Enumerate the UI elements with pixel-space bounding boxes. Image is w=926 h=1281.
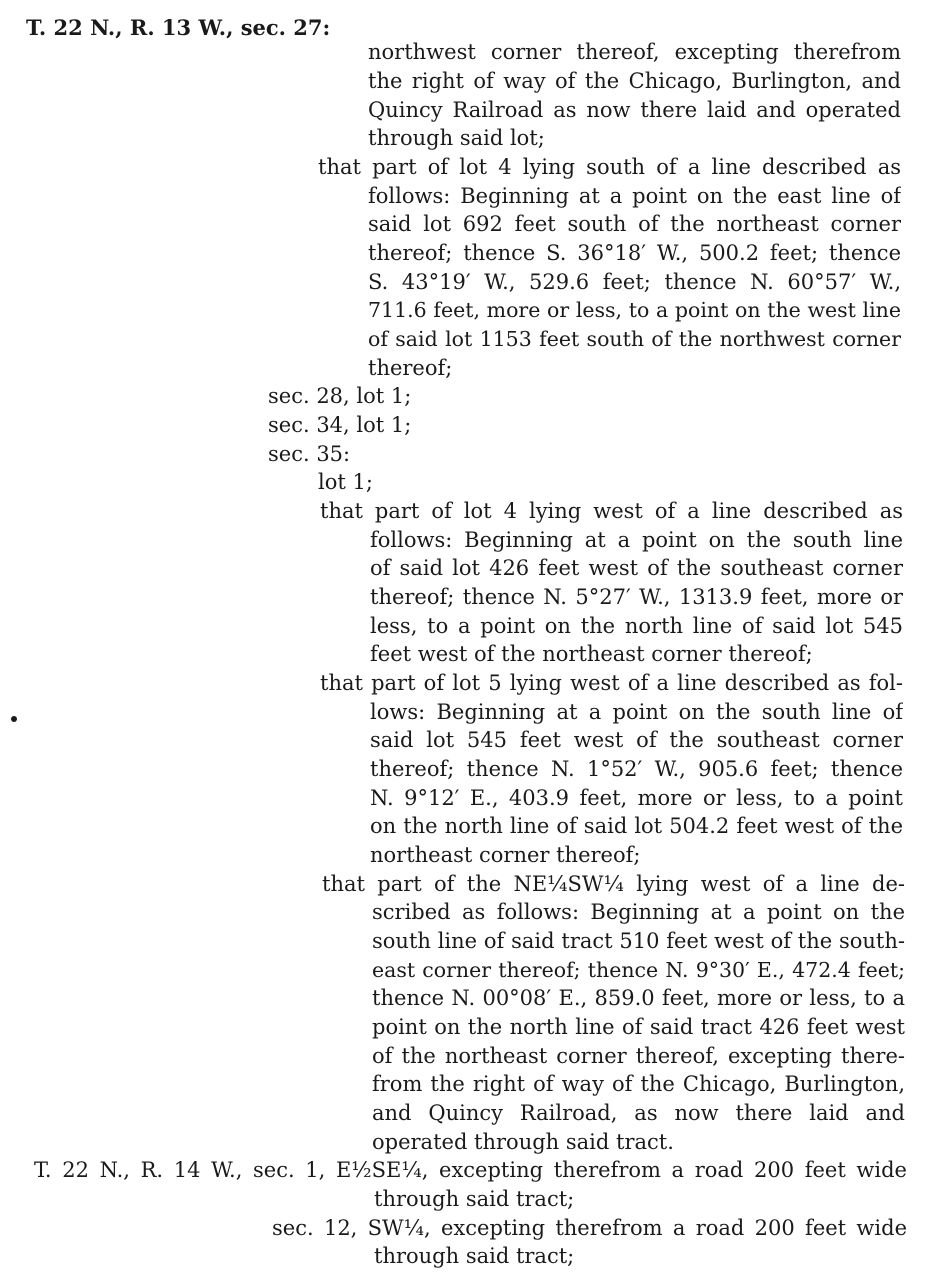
text-line: northwest corner thereof, excepting therefrom <box>368 40 901 64</box>
text-line: scribed as follows: Beginning at a point on the <box>372 900 905 924</box>
text-line: thereof; thence S. 36°18′ W., 500.2 feet; thence <box>368 241 901 265</box>
text-line: that part of lot 4 lying west of a line described as <box>320 499 903 523</box>
text-line: through said tract; <box>374 1187 575 1211</box>
text-line: thereof; thence N. 1°52′ W., 905.6 feet; thence <box>370 757 903 781</box>
text-line: east corner thereof; thence N. 9°30′ E., 472.4 feet; <box>372 958 905 982</box>
text-line: feet west of the northeast corner thereof; <box>370 642 813 666</box>
text-line: said lot 545 feet west of the southeast corner <box>370 728 903 752</box>
text-line: less, to a point on the north line of said lot 545 <box>370 614 903 638</box>
text-line: on the north line of said lot 504.2 feet west of the <box>370 814 903 838</box>
text-line: of said lot 426 feet west of the southeast corner <box>370 556 903 580</box>
section-entry: sec. 12, SW¼, excepting therefrom a road 200 feet wide <box>272 1216 907 1240</box>
section-entry: sec. 34, lot 1; <box>268 413 412 437</box>
text-line: point on the north line of said tract 426 feet west <box>372 1015 905 1039</box>
text-line: 711.6 feet, more or less, to a point on the west line <box>368 298 901 322</box>
text-line: follows: Beginning at a point on the south line <box>370 528 903 552</box>
text-line: that part of lot 5 lying west of a line described as fol- <box>320 671 903 695</box>
text-line: and Quincy Railroad, as now there laid and <box>372 1101 905 1125</box>
text-line: Quincy Railroad as now there laid and operated <box>368 98 901 122</box>
text-line: thence N. 00°08′ E., 859.0 feet, more or less, to a <box>372 986 905 1010</box>
text-line: of said lot 1153 feet south of the northwest corner <box>368 327 901 351</box>
text-line: from the right of way of the Chicago, Burlington, <box>372 1072 905 1096</box>
stray-ink-mark <box>11 716 17 722</box>
text-line: of the northeast corner thereof, excepting there- <box>372 1044 905 1068</box>
section-entry: sec. 35: <box>268 442 351 466</box>
text-line: the right of way of the Chicago, Burlington, and <box>368 69 901 93</box>
lot-entry: lot 1; <box>318 470 373 494</box>
section-entry: sec. 28, lot 1; <box>268 384 412 408</box>
text-line: N. 9°12′ E., 403.9 feet, more or less, to a point <box>370 786 903 810</box>
text-line: S. 43°19′ W., 529.6 feet; thence N. 60°57′ W., <box>368 270 901 294</box>
text-line: northeast corner thereof; <box>370 843 641 867</box>
text-line: that part of lot 4 lying south of a line described as <box>318 155 901 179</box>
text-line: thereof; thence N. 5°27′ W., 1313.9 feet, more or <box>370 585 903 609</box>
text-line: operated through said tract. <box>372 1130 674 1154</box>
text-line: through said tract; <box>374 1244 575 1268</box>
township-heading: T. 22 N., R. 13 W., sec. 27: <box>26 15 331 40</box>
text-line: said lot 692 feet south of the northeast corner <box>368 212 901 236</box>
text-line: thereof; <box>368 356 453 380</box>
text-line: through said lot; <box>368 126 545 150</box>
township-heading: T. 22 N., R. 14 W., sec. 1, E½SE¼, excepting therefrom a road 200 feet wide <box>34 1158 907 1182</box>
text-line: south line of said tract 510 feet west of the south- <box>372 929 905 953</box>
text-line: follows: Beginning at a point on the east line of <box>368 184 901 208</box>
text-line: lows: Beginning at a point on the south line of <box>370 700 903 724</box>
text-line: that part of the NE¼SW¼ lying west of a line de- <box>322 872 905 896</box>
